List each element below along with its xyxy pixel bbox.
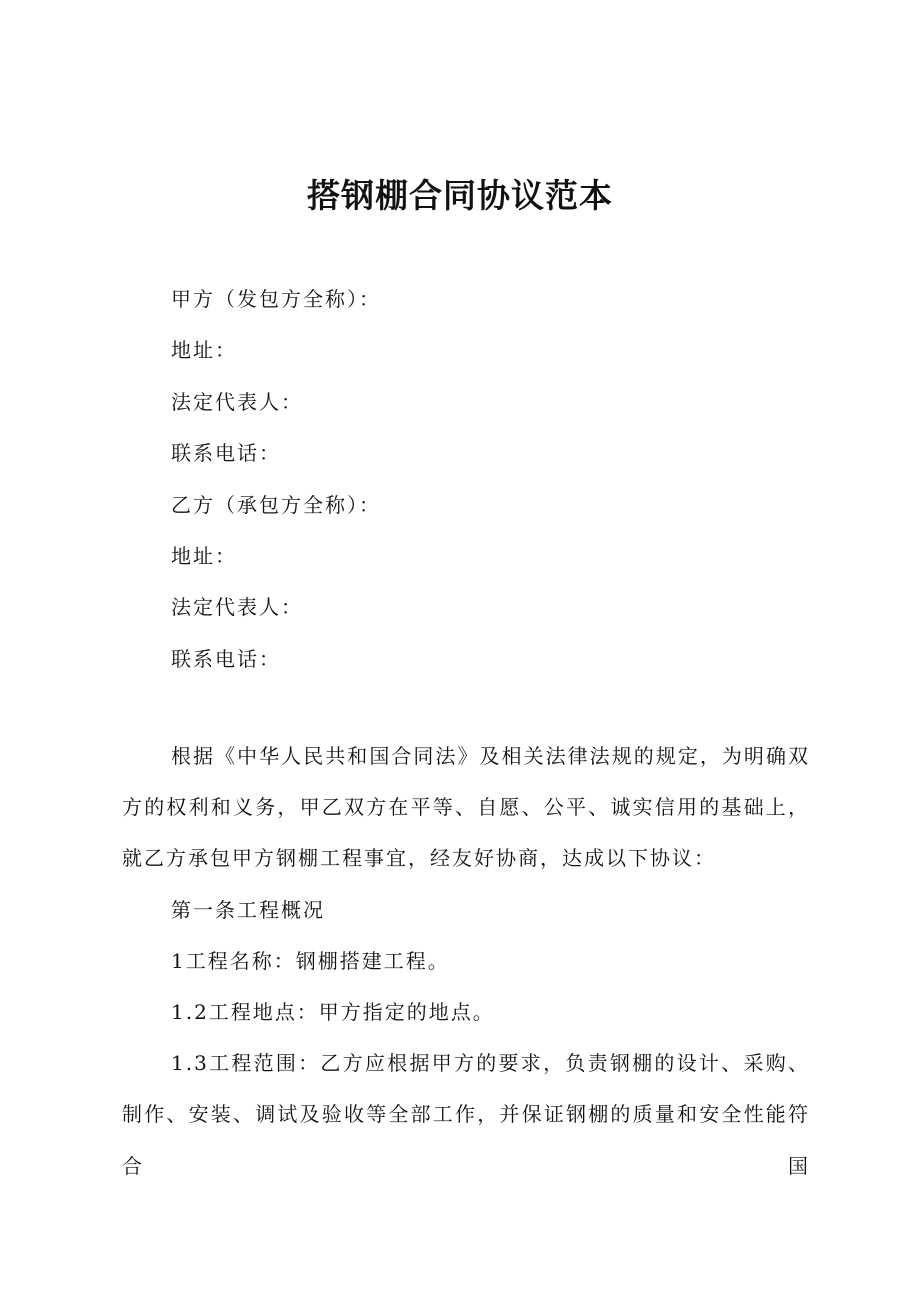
party-b-name-label: 乙方（承包方全称）： bbox=[171, 492, 381, 517]
article-1-heading: 第一条工程概况 bbox=[171, 897, 325, 922]
party-b-phone-label: 联系电话： bbox=[171, 646, 281, 671]
intro-paragraph: 根据《中华人民共和国合同法》及相关法律法规的规定，为明确双方的权利和义务，甲乙双方在平等、自愿、公平、诚实信用的基础上，就乙方承包甲方钢棚工程事宜，经友好协商，达成以下协议： bbox=[122, 744, 810, 871]
document-title: 搭钢棚合同协议范本 bbox=[307, 176, 613, 215]
party-a-phone-label: 联系电话： bbox=[171, 441, 281, 466]
party-a-name-label: 甲方（发包方全称）： bbox=[171, 287, 381, 311]
contract-body bbox=[122, 731, 810, 1192]
article-1-item-2: 1.2工程地点：甲方指定的地点。 bbox=[171, 1000, 495, 1025]
party-a-representative-label: 法定代表人： bbox=[171, 389, 303, 414]
article-1-item-1: 1工程名称：钢棚搭建工程。 bbox=[171, 948, 450, 973]
party-b-address-label: 地址： bbox=[171, 543, 237, 568]
party-info-block bbox=[171, 282, 811, 693]
article-1-item-3: 1.3工程范围：乙方应根据甲方的要求，负责钢棚的设计、采购、制作、安装、调试及验收等全部工作，并保证钢棚的质量和安全性能符合国 bbox=[122, 1051, 810, 1178]
party-b-representative-label: 法定代表人： bbox=[171, 595, 303, 620]
party-a-address-label: 地址： bbox=[171, 338, 237, 363]
